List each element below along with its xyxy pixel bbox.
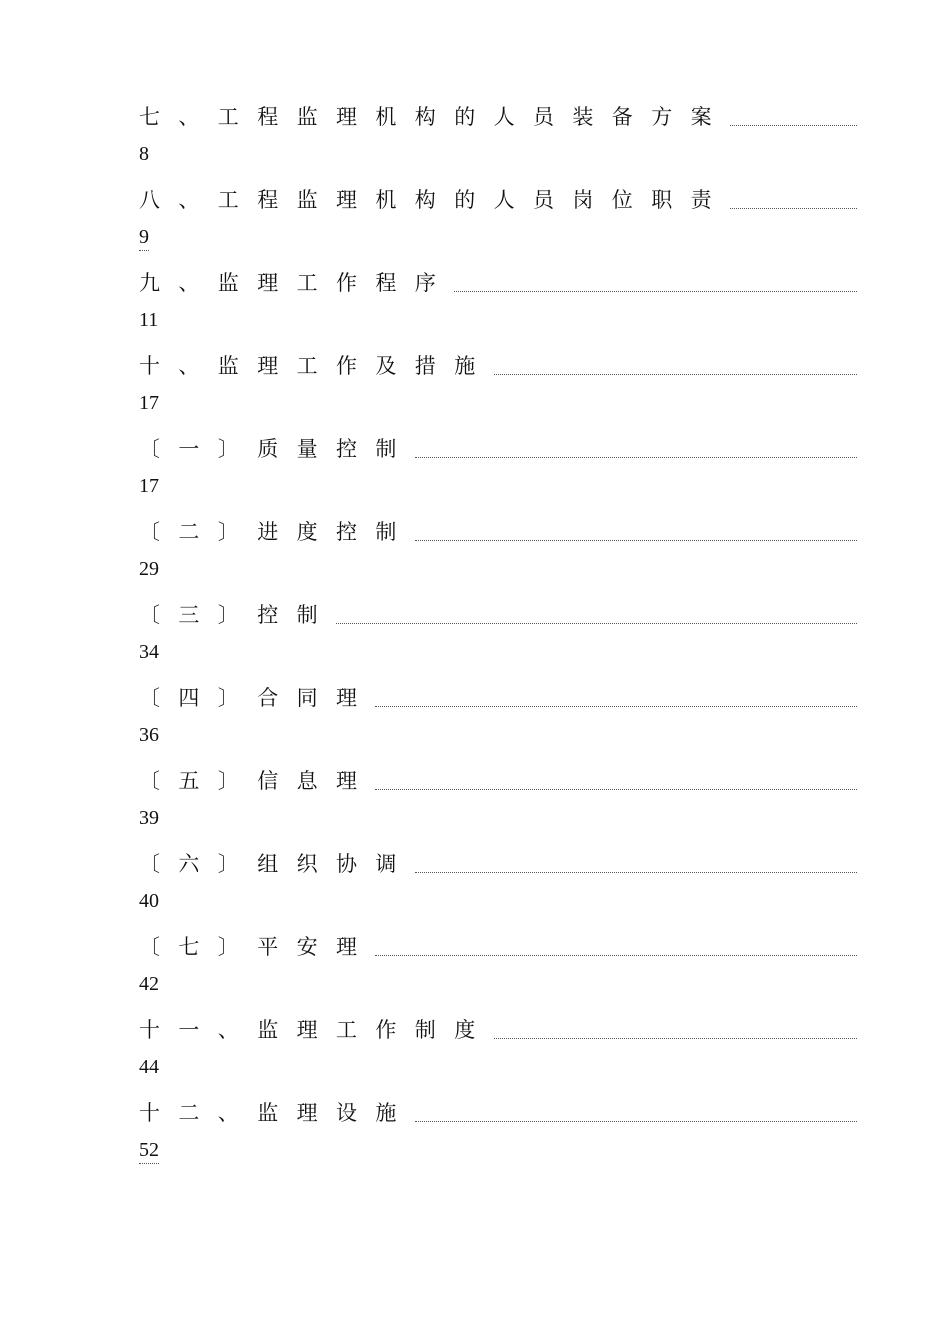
table-of-contents	[139, 96, 857, 1175]
toc-entry-title: 〔五〕信息理	[139, 769, 376, 793]
dot-leader	[375, 705, 857, 707]
toc-entry-title: 〔七〕平安理	[139, 935, 376, 959]
toc-entry-title: 〔三〕控制	[139, 603, 336, 627]
dot-leader	[494, 1037, 857, 1039]
toc-entry[interactable]	[139, 1009, 857, 1092]
toc-entry[interactable]	[139, 1092, 857, 1175]
toc-entry-page: 44	[139, 1056, 159, 1078]
toc-entry-title: 八、工程监理机构的人员岗位职责	[139, 188, 730, 212]
dot-leader	[375, 954, 857, 956]
toc-entry[interactable]	[139, 345, 857, 428]
toc-entry-page: 34	[139, 641, 159, 663]
toc-entry[interactable]	[139, 96, 857, 179]
toc-entry-page: 36	[139, 724, 159, 746]
toc-entry-title: 〔一〕质量控制	[139, 437, 415, 461]
toc-entry-page: 40	[139, 890, 159, 912]
toc-entry-page: 42	[139, 973, 159, 995]
toc-entry-page: 39	[139, 807, 159, 829]
toc-entry-page: 8	[139, 143, 149, 165]
toc-entry-page: 17	[139, 392, 159, 414]
dot-leader	[415, 871, 857, 873]
dot-leader	[415, 456, 857, 458]
dot-leader	[454, 290, 857, 292]
toc-entry-page: 11	[139, 309, 159, 331]
toc-entry-title: 七、工程监理机构的人员装备方案	[139, 105, 730, 129]
toc-entry-page: 9	[139, 224, 149, 251]
toc-entry[interactable]	[139, 843, 857, 926]
toc-entry-page: 17	[139, 475, 159, 497]
dot-leader	[730, 124, 857, 126]
toc-entry-title: 十二、监理设施	[139, 1101, 415, 1125]
dot-leader	[415, 539, 857, 541]
toc-entry-page: 29	[139, 558, 159, 580]
toc-entry[interactable]	[139, 926, 857, 1009]
toc-entry-title: 〔四〕合同理	[139, 686, 376, 710]
toc-entry-title: 十、监理工作及措施	[139, 354, 494, 378]
toc-entry-title: 〔六〕组织协调	[139, 852, 415, 876]
toc-entry[interactable]	[139, 179, 857, 262]
dot-leader	[730, 207, 857, 209]
toc-entry-title: 十一、监理工作制度	[139, 1018, 494, 1042]
toc-entry[interactable]	[139, 511, 857, 594]
toc-entry-page: 52	[139, 1137, 159, 1164]
dot-leader	[415, 1120, 857, 1122]
toc-entry[interactable]	[139, 428, 857, 511]
toc-entry[interactable]	[139, 760, 857, 843]
toc-entry[interactable]	[139, 594, 857, 677]
dot-leader	[494, 373, 857, 375]
toc-entry[interactable]	[139, 677, 857, 760]
toc-entry-title: 九、监理工作程序	[139, 271, 455, 295]
toc-entry[interactable]	[139, 262, 857, 345]
dot-leader	[375, 788, 857, 790]
toc-entry-title: 〔二〕进度控制	[139, 520, 415, 544]
dot-leader	[336, 622, 857, 624]
